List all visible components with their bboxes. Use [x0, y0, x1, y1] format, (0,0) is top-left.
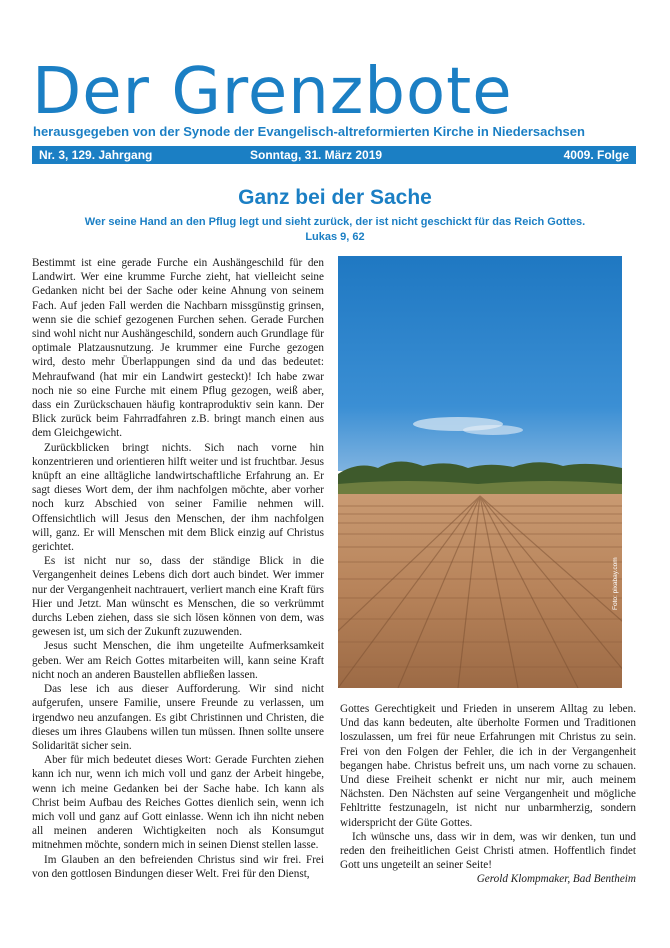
masthead-subtitle: herausgegeben von der Synode der Evangelisch-altreformierten Kirche in Niedersachsen — [33, 124, 585, 139]
paragraph: Bestimmt ist eine gerade Furche ein Aushängeschild für den Landwirt. Wer eine krumme Furche zieht, hat vielleicht seine Gedanken nicht bei der Sache oder keine Ahnung von seinem Fach. Auf jeden Fall werden die Nachbarn missgünstig grinsen, wenn sie die schief gezogenen Furchen sehen. Gerade Furchen sind wohl nicht nur Aushängeschild, sondern auch Grundlage für optimale Platzausnutzung. Je krummer eine Furche gezogen wird, desto mehr Überlappungen sind da und das bedeutet: Mehraufwand (hat mir ein Landwirt gesteckt)! Ich habe zwar noch nie so eine Furche mit einem Pflug gezogen, weiß aber, dass ein Zurückschauen häufig kontraproduktiv sein kann. Der Blick zurück beim Fahrradfahren z.B. bringt manch einen aus dem Gleichgewicht. — [32, 257, 324, 440]
paragraph: Das lese ich aus dieser Aufforderung. Wir sind nicht aufgerufen, unsere Familie, unsere Freunde zu verlassen, um irgendwo neu anzufangen. Es gibt Christinnen und Christen, die dieses um ihres Glaubens willen tun müssen. Ihnen sollte unsere Solidarität sicher sein. — [32, 683, 324, 752]
bible-verse-reference: Lukas 9, 62 — [305, 231, 365, 243]
author-signature: Gerold Klompmaker, Bad Bentheim — [476, 873, 636, 886]
issue-bar — [32, 146, 636, 164]
paragraph: Zurückblicken bringt nichts. Sich nach vorne hin konzentrieren und orientieren hilft weiter und ist fruchtbar. Jesus knüpft an eine alltägliche landwirtschaftliche Erfahrung an. Er sagt dieses Wort dem, der ihm nachfolgen möchte, aber vorher noch kurz Abschied von seiner Familie nehmen will. Offensichtlich will Jesus den Menschen, der ihm nachfolgen will, ganz. Er will Menschen mit dem Blick einzig auf Christus gerichtet. — [32, 441, 324, 554]
article-headline: Ganz bei der Sache — [238, 186, 432, 209]
issue-date: Sonntag, 31. März 2019 — [250, 148, 383, 162]
paragraph: Aber für mich bedeutet dieses Wort: Gerade Furchten ziehen kann ich nur, wenn ich mich voll und ganz der Arbeit hingebe, wenn ich meine Gedanken bei der Sache habe. Ich kann als Christ beim Aufbau des Reiches Gottes dienlich sein, wenn ich mich voll und ganz auf Gott einlasse. Wenn ich ihn nicht neben all meinen anderen Wichtigkeiten noch als Konsumgut mitnehmen möchte, sondern mich in seinen Dienst stellen lasse. — [32, 754, 324, 852]
photo-credit: Foto: pixabay.com — [612, 557, 619, 610]
paragraph: Jesus sucht Menschen, die ihm ungeteilte Aufmerksamkeit geben. Wer am Reich Gottes mitarbeiten will, kann seine Kraft nicht noch an anderen Baustellen abfließen lassen. — [32, 640, 324, 681]
masthead-title: Der Grenzbote — [32, 55, 513, 129]
bible-verse-text: Wer seine Hand an den Pflug legt und sieht zurück, der ist nicht geschickt für das Reich Gottes. — [84, 216, 586, 228]
article-column-right — [340, 702, 636, 887]
article-column-left — [32, 256, 324, 881]
paragraph: Im Glauben an den befreienden Christus sind wir frei. Frei von den gottlosen Bindungen dieser Welt. Frei für den Dienst, — [32, 853, 324, 880]
paragraph: Gottes Gerechtigkeit und Frieden in unserem Alltag zu leben. Und das kann bedeuten, alte überholte Formen und Traditionen loszulassen, um frei für neue Erfahrungen mit Christus zu sein. Frei von den Folgen der Fehler, die ich in der Vergangenheit begangen habe. Christus befreit uns, um nach vorne zu schauen. Und diese Freiheit schenkt er nicht nur mir, auch meinem Nächsten. Den Nächsten auf seine Vergangenheit und mögliche Fehltritte festzunageln, ist nicht nur unbarmherzig, sondern widerspricht der Güte Gottes. — [340, 703, 636, 829]
issue-number: Nr. 3, 129. Jahrgang — [39, 148, 153, 162]
paragraph: Es ist nicht nur so, dass der ständige Blick in die Vergangenheit deines Lebens dich dort auch bindet. Wer immer nur der Vergangenheit nachtrauert, verliert manch eine Kraft fürs Hier und Jetzt. Man wünscht es Menschen, die so verkrümmt durchs Leben ziehen, dass sie sich lösen können von dem, was gewesen ist, um sich der Zukunft zuzuwenden. — [32, 555, 324, 639]
paragraph: Ich wünsche uns, dass wir in dem, was wir denken, tun und reden den freiheitlichen Geist Christi atmen. Hoffentlich findet Gott uns ungeteilt an seiner Seite! — [340, 830, 636, 872]
issue-sequence: 4009. Folge — [563, 148, 629, 162]
field-photo — [338, 256, 622, 688]
bible-verse — [40, 215, 630, 245]
